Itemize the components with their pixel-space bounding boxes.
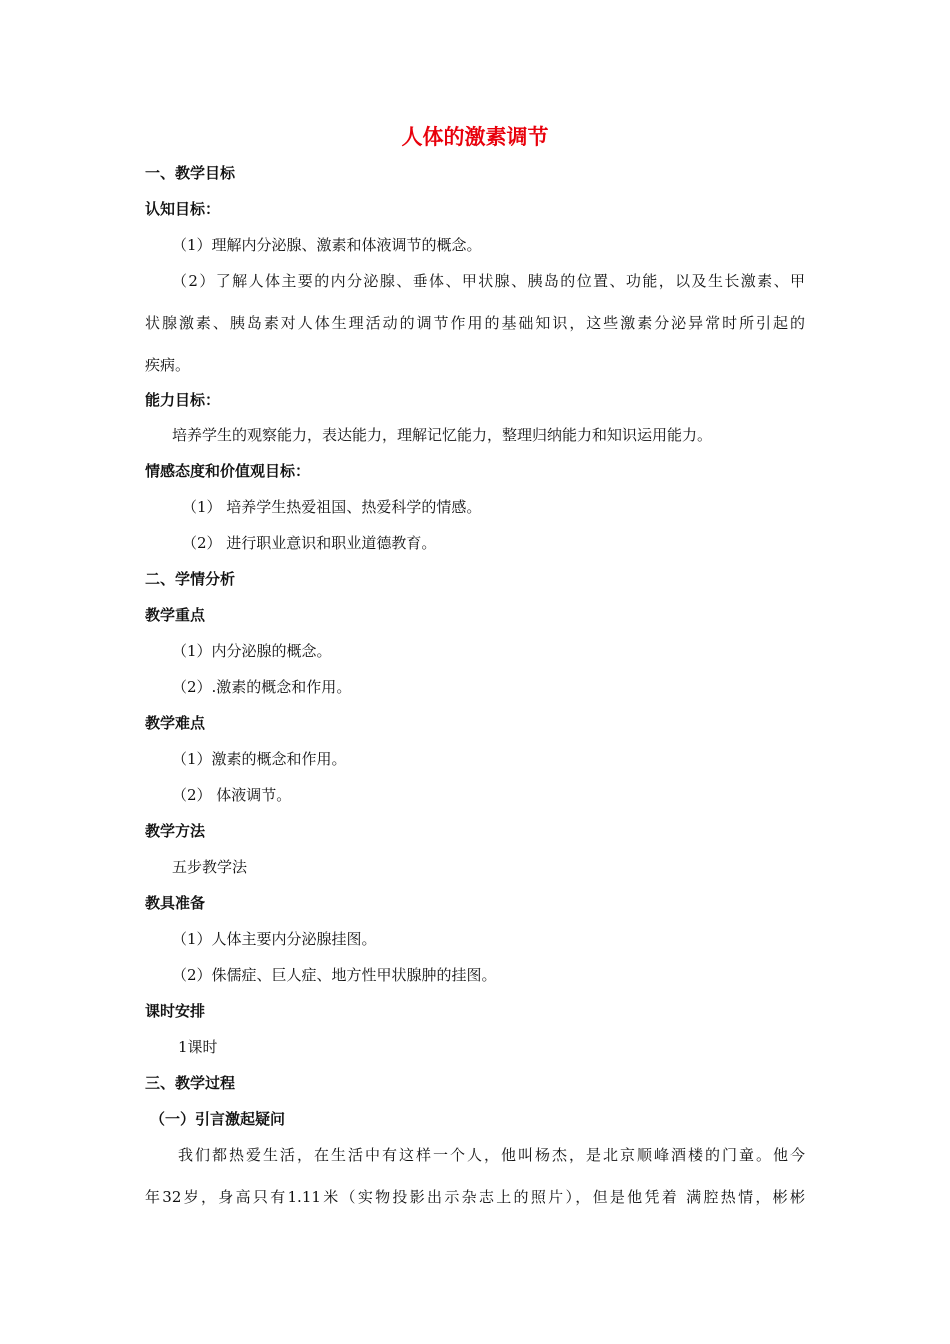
subheading-teaching-aids: 教具准备 <box>145 894 206 912</box>
section-heading-teaching-process: 三、教学过程 <box>145 1074 236 1092</box>
document-title: 人体的激素调节 <box>401 125 549 149</box>
subheading-key-points: 教学重点 <box>145 606 206 624</box>
subheading-difficult-points: 教学难点 <box>145 714 206 732</box>
list-item: （1） 培养学生热爱祖国、热爱科学的情感。 <box>182 498 482 516</box>
section-heading-student-analysis: 二、学情分析 <box>145 570 236 588</box>
paragraph-line: 状腺激素、胰岛素对人体生理活动的调节作用的基础知识，这些激素分泌异常时所引起的 <box>145 314 805 332</box>
subheading-ability-objectives: 能力目标： <box>145 391 221 409</box>
list-item: （2）侏儒症、巨人症、地方性甲状腺肿的挂图。 <box>172 966 497 984</box>
list-item: （2）.激素的概念和作用。 <box>172 678 352 696</box>
list-item: （1）内分泌腺的概念。 <box>172 642 332 660</box>
paragraph-line: 疾病。 <box>145 356 191 374</box>
paragraph-line: 我们都热爱生活，在生活中有这样一个人，他叫杨杰，是北京顺峰酒楼的门童。他今 <box>178 1146 805 1164</box>
paragraph-line: 五步教学法 <box>172 858 248 876</box>
subheading-emotion-values-objectives: 情感态度和价值观目标： <box>145 462 311 480</box>
paragraph-line: 培养学生的观察能力，表达能力，理解记忆能力，整理归纳能力和知识运用能力。 <box>172 426 713 444</box>
section-heading-teaching-objectives: 一、教学目标 <box>145 164 236 182</box>
subheading-teaching-method: 教学方法 <box>145 822 206 840</box>
subheading-cognitive-objectives: 认知目标： <box>145 200 221 218</box>
subheading-class-schedule: 课时安排 <box>145 1002 206 1020</box>
subheading-introduction: （一）引言激起疑问 <box>150 1110 286 1128</box>
list-item: （1）人体主要内分泌腺挂图。 <box>172 930 377 948</box>
list-item: （1）激素的概念和作用。 <box>172 750 347 768</box>
paragraph-line: 1课时 <box>178 1038 218 1056</box>
paragraph-line: 年32岁，身高只有1.11米（实物投影出示杂志上的照片），但是他凭着 满腔热情，彬彬 <box>145 1188 805 1206</box>
paragraph-line: （2）了解人体主要的内分泌腺、垂体、甲状腺、胰岛的位置、功能，以及生长激素、甲 <box>172 272 805 290</box>
list-item: （2） 体液调节。 <box>172 786 292 804</box>
paragraph-line: （1）理解内分泌腺、激素和体液调节的概念。 <box>172 236 482 254</box>
list-item: （2） 进行职业意识和职业道德教育。 <box>182 534 437 552</box>
